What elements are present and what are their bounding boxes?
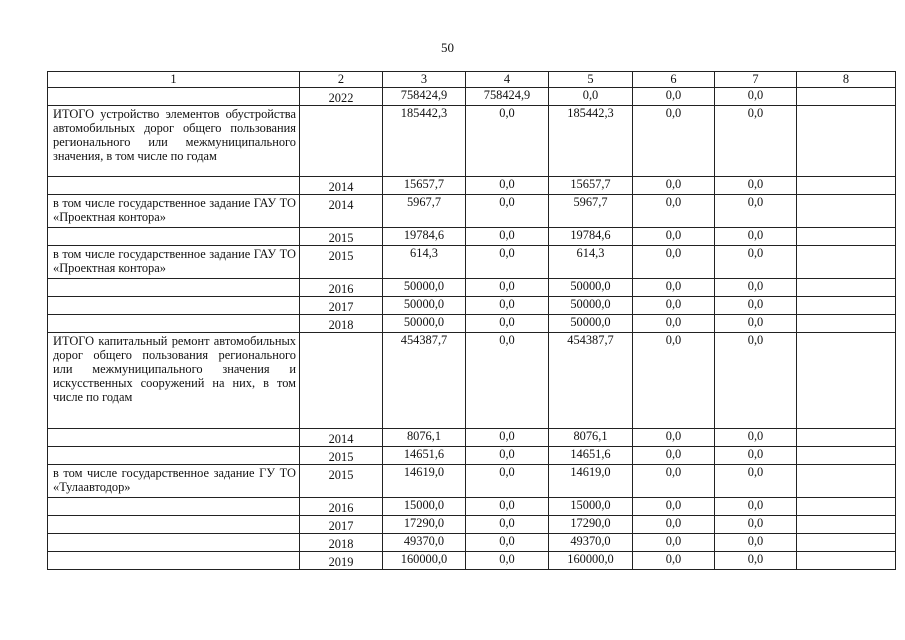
value-cell-c8 [797, 315, 896, 333]
value-cell-c4: 0,0 [466, 279, 549, 297]
value-cell-c6: 0,0 [633, 534, 715, 552]
value-cell-c7: 0,0 [715, 106, 797, 177]
value-cell-c4: 0,0 [466, 228, 549, 246]
year-cell: 2018 [300, 315, 383, 333]
value-cell-c5: 49370,0 [549, 534, 633, 552]
value-cell-c7: 0,0 [715, 429, 797, 447]
value-cell-c3: 14619,0 [383, 465, 466, 498]
value-cell-c8 [797, 534, 896, 552]
value-cell-c3: 5967,7 [383, 195, 466, 228]
table-row [48, 447, 896, 465]
value-cell-c6: 0,0 [633, 315, 715, 333]
value-cell-c7: 0,0 [715, 88, 797, 106]
value-cell-c5: 160000,0 [549, 552, 633, 570]
table-row [48, 429, 896, 447]
value-cell-c3: 614,3 [383, 246, 466, 279]
year-cell: 2019 [300, 552, 383, 570]
row-description [48, 279, 300, 297]
year-cell: 2018 [300, 534, 383, 552]
year-cell [300, 106, 383, 177]
table-row [48, 315, 896, 333]
header-cell: 6 [633, 72, 715, 88]
row-description: в том числе государственное задание ГАУ ТО «Проектная контора» [48, 195, 300, 228]
value-cell-c3: 50000,0 [383, 315, 466, 333]
value-cell-c6: 0,0 [633, 106, 715, 177]
value-cell-c5: 50000,0 [549, 279, 633, 297]
value-cell-c5: 50000,0 [549, 315, 633, 333]
row-description: в том числе государственное задание ГУ ТО «Тулаавтодор» [48, 465, 300, 498]
header-cell: 5 [549, 72, 633, 88]
value-cell-c4: 758424,9 [466, 88, 549, 106]
year-cell: 2017 [300, 297, 383, 315]
value-cell-c7: 0,0 [715, 333, 797, 429]
value-cell-c6: 0,0 [633, 297, 715, 315]
value-cell-c4: 0,0 [466, 447, 549, 465]
table-row [48, 106, 896, 177]
year-cell: 2022 [300, 88, 383, 106]
value-cell-c6: 0,0 [633, 465, 715, 498]
value-cell-c3: 19784,6 [383, 228, 466, 246]
value-cell-c6: 0,0 [633, 333, 715, 429]
year-cell: 2014 [300, 195, 383, 228]
row-description: ИТОГО капитальный ремонт автомобильных дорог общего пользования регионального или межмуниципального значения и искусственных сооружений на них, в том числе по годам [48, 333, 300, 429]
value-cell-c6: 0,0 [633, 498, 715, 516]
value-cell-c3: 185442,3 [383, 106, 466, 177]
table-row [48, 195, 896, 228]
value-cell-c3: 17290,0 [383, 516, 466, 534]
value-cell-c8 [797, 88, 896, 106]
table-row [48, 177, 896, 195]
value-cell-c6: 0,0 [633, 279, 715, 297]
value-cell-c8 [797, 516, 896, 534]
value-cell-c8 [797, 246, 896, 279]
value-cell-c5: 15000,0 [549, 498, 633, 516]
row-description [48, 447, 300, 465]
table-row [48, 228, 896, 246]
value-cell-c6: 0,0 [633, 552, 715, 570]
value-cell-c5: 17290,0 [549, 516, 633, 534]
value-cell-c6: 0,0 [633, 516, 715, 534]
table-row [48, 279, 896, 297]
value-cell-c5: 14619,0 [549, 465, 633, 498]
header-cell: 8 [797, 72, 896, 88]
value-cell-c3: 15657,7 [383, 177, 466, 195]
value-cell-c8 [797, 447, 896, 465]
value-cell-c4: 0,0 [466, 195, 549, 228]
budget-table [47, 71, 896, 570]
value-cell-c4: 0,0 [466, 465, 549, 498]
value-cell-c5: 14651,6 [549, 447, 633, 465]
value-cell-c3: 758424,9 [383, 88, 466, 106]
value-cell-c8 [797, 279, 896, 297]
value-cell-c6: 0,0 [633, 88, 715, 106]
year-cell: 2016 [300, 279, 383, 297]
value-cell-c5: 15657,7 [549, 177, 633, 195]
row-description [48, 297, 300, 315]
table-row [48, 88, 896, 106]
value-cell-c7: 0,0 [715, 498, 797, 516]
value-cell-c4: 0,0 [466, 315, 549, 333]
value-cell-c8 [797, 333, 896, 429]
value-cell-c3: 50000,0 [383, 279, 466, 297]
row-description [48, 315, 300, 333]
value-cell-c7: 0,0 [715, 246, 797, 279]
value-cell-c3: 49370,0 [383, 534, 466, 552]
value-cell-c4: 0,0 [466, 106, 549, 177]
year-cell: 2015 [300, 228, 383, 246]
value-cell-c8 [797, 195, 896, 228]
value-cell-c4: 0,0 [466, 498, 549, 516]
value-cell-c8 [797, 498, 896, 516]
value-cell-c3: 50000,0 [383, 297, 466, 315]
year-cell: 2015 [300, 447, 383, 465]
value-cell-c6: 0,0 [633, 228, 715, 246]
value-cell-c3: 454387,7 [383, 333, 466, 429]
value-cell-c5: 185442,3 [549, 106, 633, 177]
value-cell-c4: 0,0 [466, 552, 549, 570]
value-cell-c5: 50000,0 [549, 297, 633, 315]
value-cell-c4: 0,0 [466, 534, 549, 552]
value-cell-c8 [797, 429, 896, 447]
row-description [48, 177, 300, 195]
table-row [48, 246, 896, 279]
row-description: ИТОГО устройство элементов обустройства автомобильных дорог общего пользования регионального или межмуниципального значения, в том числе по годам [48, 106, 300, 177]
value-cell-c5: 0,0 [549, 88, 633, 106]
value-cell-c7: 0,0 [715, 279, 797, 297]
value-cell-c8 [797, 552, 896, 570]
header-cell: 7 [715, 72, 797, 88]
value-cell-c5: 8076,1 [549, 429, 633, 447]
value-cell-c7: 0,0 [715, 297, 797, 315]
value-cell-c8 [797, 465, 896, 498]
year-cell: 2015 [300, 246, 383, 279]
table-row [48, 333, 896, 429]
value-cell-c4: 0,0 [466, 429, 549, 447]
table-row [48, 516, 896, 534]
value-cell-c8 [797, 228, 896, 246]
row-description: в том числе государственное задание ГАУ ТО «Проектная контора» [48, 246, 300, 279]
table-row [48, 498, 896, 516]
value-cell-c7: 0,0 [715, 195, 797, 228]
value-cell-c7: 0,0 [715, 465, 797, 498]
value-cell-c8 [797, 297, 896, 315]
value-cell-c5: 454387,7 [549, 333, 633, 429]
header-cell: 4 [466, 72, 549, 88]
header-row [48, 72, 896, 88]
row-description [48, 534, 300, 552]
value-cell-c6: 0,0 [633, 447, 715, 465]
value-cell-c6: 0,0 [633, 177, 715, 195]
row-description [48, 429, 300, 447]
row-description [48, 498, 300, 516]
value-cell-c7: 0,0 [715, 447, 797, 465]
row-description [48, 228, 300, 246]
table-row [48, 534, 896, 552]
value-cell-c3: 14651,6 [383, 447, 466, 465]
value-cell-c7: 0,0 [715, 552, 797, 570]
header-cell: 3 [383, 72, 466, 88]
row-description [48, 516, 300, 534]
header-cell: 2 [300, 72, 383, 88]
value-cell-c7: 0,0 [715, 315, 797, 333]
value-cell-c6: 0,0 [633, 195, 715, 228]
value-cell-c4: 0,0 [466, 177, 549, 195]
year-cell: 2015 [300, 465, 383, 498]
value-cell-c4: 0,0 [466, 516, 549, 534]
value-cell-c3: 8076,1 [383, 429, 466, 447]
year-cell [300, 333, 383, 429]
value-cell-c5: 5967,7 [549, 195, 633, 228]
page-number: 50 [441, 40, 454, 55]
value-cell-c7: 0,0 [715, 228, 797, 246]
year-cell: 2014 [300, 177, 383, 195]
table-row [48, 297, 896, 315]
year-cell: 2016 [300, 498, 383, 516]
header-cell: 1 [48, 72, 300, 88]
value-cell-c7: 0,0 [715, 516, 797, 534]
table-row [48, 552, 896, 570]
value-cell-c8 [797, 106, 896, 177]
value-cell-c8 [797, 177, 896, 195]
year-cell: 2017 [300, 516, 383, 534]
value-cell-c4: 0,0 [466, 333, 549, 429]
table-row [48, 465, 896, 498]
value-cell-c4: 0,0 [466, 246, 549, 279]
row-description [48, 88, 300, 106]
value-cell-c5: 19784,6 [549, 228, 633, 246]
value-cell-c3: 160000,0 [383, 552, 466, 570]
value-cell-c7: 0,0 [715, 534, 797, 552]
value-cell-c7: 0,0 [715, 177, 797, 195]
row-description [48, 552, 300, 570]
value-cell-c5: 614,3 [549, 246, 633, 279]
value-cell-c6: 0,0 [633, 246, 715, 279]
year-cell: 2014 [300, 429, 383, 447]
value-cell-c3: 15000,0 [383, 498, 466, 516]
value-cell-c6: 0,0 [633, 429, 715, 447]
value-cell-c4: 0,0 [466, 297, 549, 315]
